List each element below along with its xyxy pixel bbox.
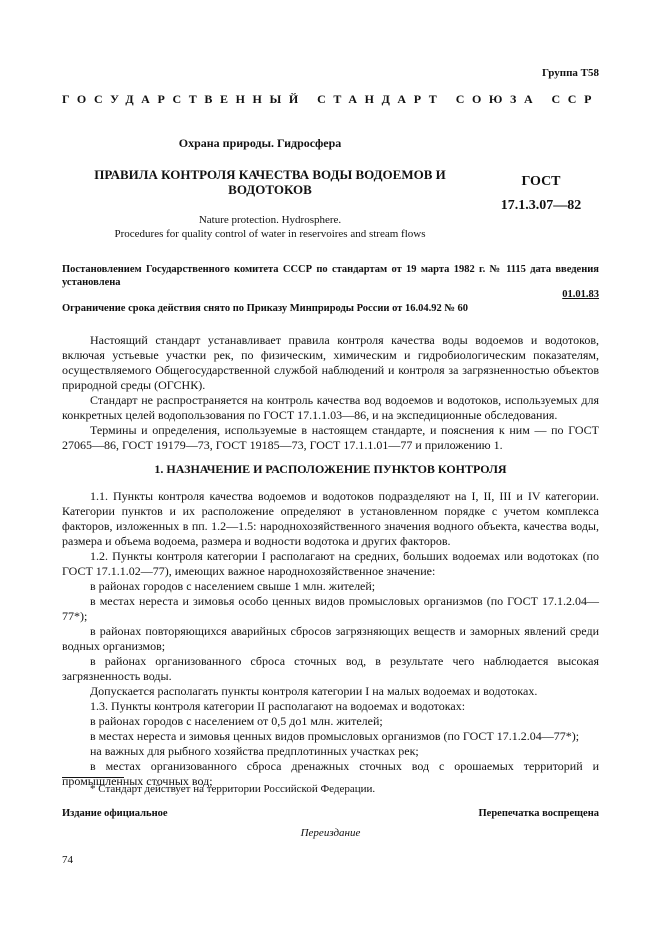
section-paragraph: Допускается располагать пункты контроля категории I на малых водоемах и водотоках. xyxy=(90,684,538,698)
section-paragraph: 1.2. Пункты контроля категории I располагают на средних, больших водоемах или водотоках (по ГОСТ 17.1.1.02—77), имеющих важное народнохозяйственное значение: xyxy=(62,549,599,578)
intro-paragraph: Термины и определения, используемые в настоящем стандарте, и пояснения к ним — по ГОСТ 27065—86, ГОСТ 19179—73, ГОСТ 19185—73, ГОСТ 17.1.1.01—77 и приложению 1. xyxy=(62,423,599,452)
restriction-note: Ограничение срока действия снято по Приказу Минприроды России от 16.04.92 № 60 xyxy=(62,303,469,314)
section-paragraph: 1.1. Пункты контроля качества водоемов и водотоков подразделяют на I, II, III и IV категории. Категории пунктов и их расположение определяют в установленном порядке с учетом комплекса факторов, изложенных в пп. 1.2—1.5: народнохозяйственного значения водного объекта, качества воды, размера и объема водоема, размера и водности водотока и других факторов. xyxy=(62,489,599,548)
footnote: * Стандарт действует на территории Российской Федерации. xyxy=(90,783,376,795)
section-heading: 1. НАЗНАЧЕНИЕ И РАСПОЛОЖЕНИЕ ПУНКТОВ КОНТРОЛЯ xyxy=(154,462,507,476)
official-edition-label: Издание официальное xyxy=(62,808,168,819)
section-paragraph: в районах организованного сброса сточных вод, в результате чего наблюдается высокая загрязненность воды. xyxy=(62,654,599,683)
section-paragraph: в районах городов с населением от 0,5 до1 млн. жителей; xyxy=(90,714,383,728)
english-title-line: Procedures for quality control of water in reservoires and stream flows xyxy=(114,228,426,240)
intro-paragraph: Стандарт не распространяется на контроль качества вод водоемов и водотоков, используемых для конкретных целей водопользования по ГОСТ 17.1.1.03—86, и на экспедиционные обследования. xyxy=(62,393,599,422)
section-paragraph: в районах городов с населением свыше 1 млн. жителей; xyxy=(90,579,376,593)
intro-block xyxy=(62,333,599,453)
page-number: 74 xyxy=(62,854,73,866)
section-paragraph: в районах повторяющихся аварийных сбросов загрязняющих веществ и заморных явлений среди водных организмов; xyxy=(62,624,599,653)
section-paragraph: на важных для рыбного хозяйства предплотинных участках рек; xyxy=(90,744,419,758)
section-1-body xyxy=(62,489,599,789)
gost-label: ГОСТ xyxy=(521,174,561,189)
section-paragraph: 1.3. Пункты контроля категории II располагают на водоемах и водотоках: xyxy=(90,699,466,713)
subject-line: Охрана природы. Гидросфера xyxy=(178,136,342,150)
footnote-divider xyxy=(62,777,124,778)
state-standard-heading: ГОСУДАРСТВЕННЫЙ СТАНДАРТ СОЮЗА ССР xyxy=(62,92,599,106)
intro-paragraph: Настоящий стандарт устанавливает правила контроля качества воды водоемов и водотоков, включая устьевые участки рек, по физическим, химическим и гидробиологическим показателям, осуществляемого Общегосударственной службой наблюдений и контроля за загрязненностью объектов природной среды (ОГСНК). xyxy=(62,333,599,392)
section-paragraph: в местах организованного сброса дренажных сточных вод с орошаемых территорий и промышленных сточных вод; xyxy=(62,759,599,788)
effective-date-row xyxy=(62,289,599,300)
decree-text: Постановлением Государственного комитета СССР по стандартам от 19 марта 1982 г. № 1115 дата введения установлена xyxy=(62,264,599,288)
reprint-prohibited-label: Перепечатка воспрещена xyxy=(478,808,599,819)
gost-number: 17.1.3.07—82 xyxy=(500,198,582,213)
gost-designation xyxy=(496,170,586,218)
document-title: ПРАВИЛА КОНТРОЛЯ КАЧЕСТВА ВОДЫ ВОДОЕМОВ И ВОДОТОКОВ xyxy=(94,167,446,197)
effective-date: 01.01.83 xyxy=(562,289,599,300)
english-title-line: Nature protection. Hydrosphere. xyxy=(198,214,342,226)
reissue-label: Переиздание xyxy=(300,827,361,839)
english-title xyxy=(60,213,480,241)
section-paragraph: в местах нереста и зимовья ценных видов промысловых организмов (по ГОСТ 17.1.2.04—77*); xyxy=(90,729,580,743)
group-code: Группа Т58 xyxy=(541,67,599,79)
section-paragraph: в местах нереста и зимовья особо ценных видов промысловых организмов (по ГОСТ 17.1.2.04—77*); xyxy=(62,594,599,623)
